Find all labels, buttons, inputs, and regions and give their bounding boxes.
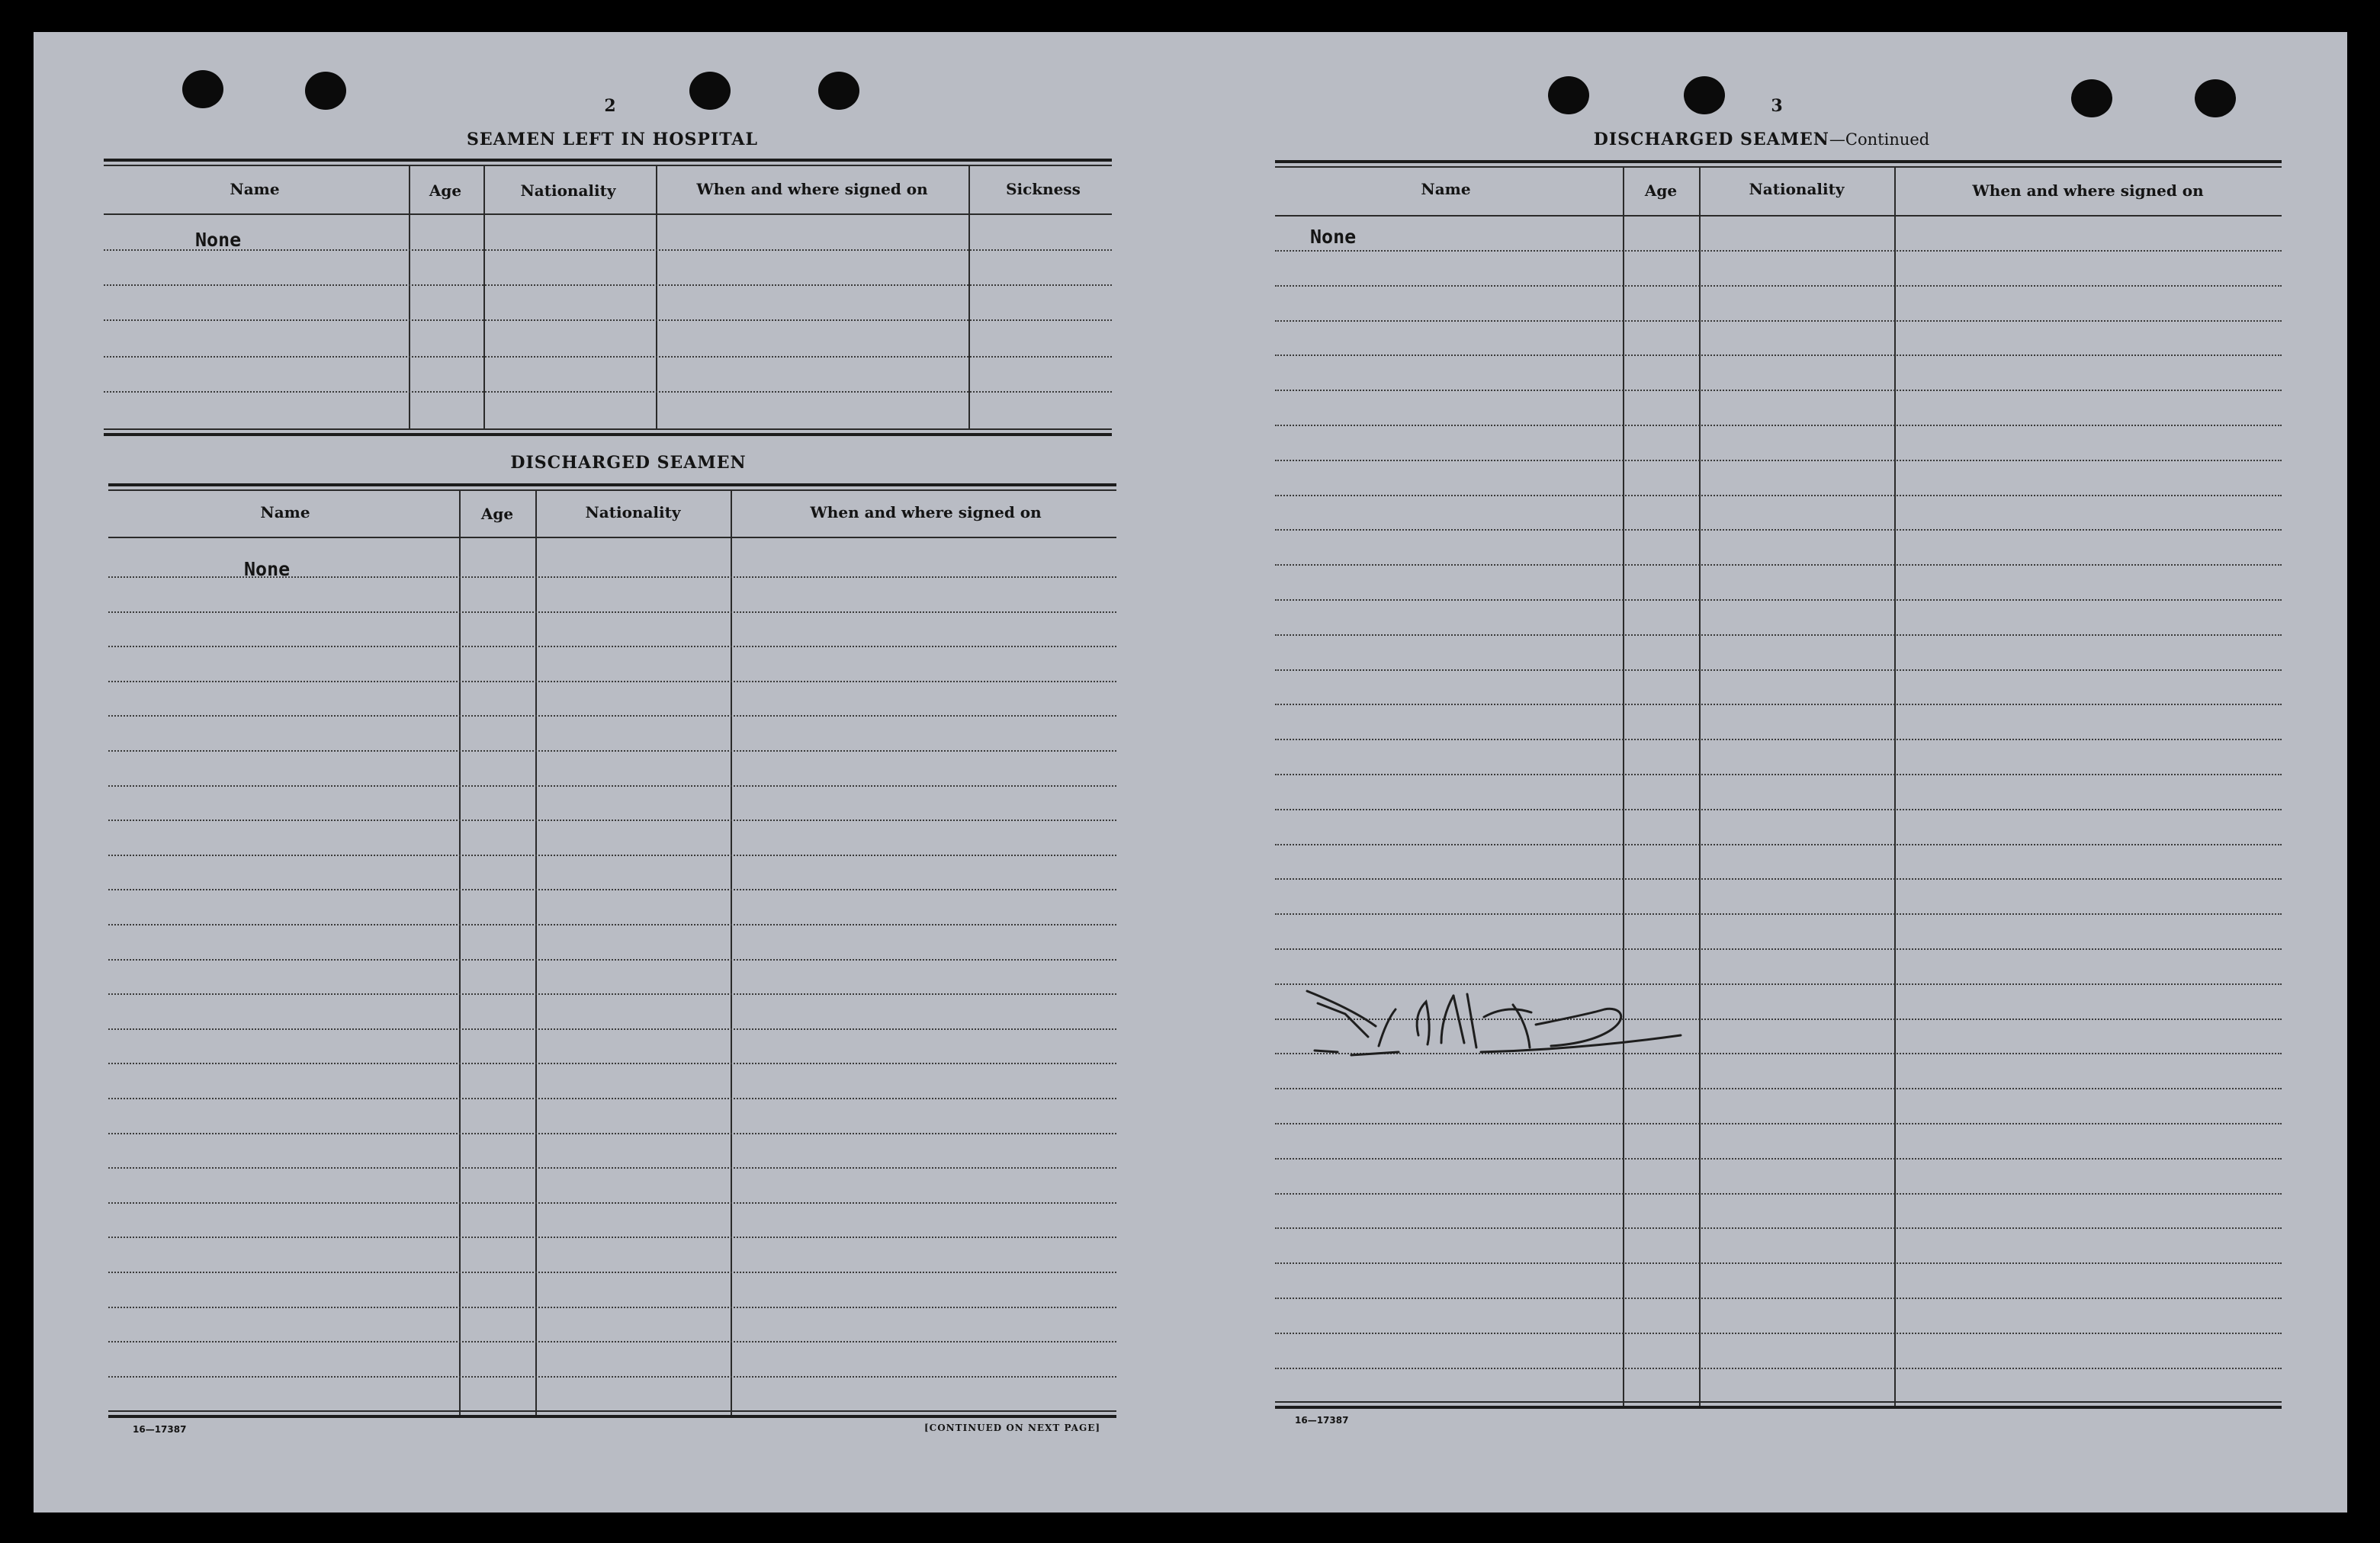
- discharged-section-title: DISCHARGED SEAMEN: [510, 453, 747, 473]
- discharged-col-nationality: Nationality: [585, 503, 681, 521]
- ruled-row-line: [108, 750, 1116, 752]
- ruled-row-line: [1275, 739, 2282, 740]
- ruled-row-line: [1275, 669, 2282, 671]
- ruled-row-line: [1275, 1298, 2282, 1299]
- punch-hole: [182, 70, 223, 108]
- ruled-row-line: [108, 646, 1116, 647]
- right-col-age: Age: [1644, 181, 1678, 200]
- ruled-row-line: [108, 715, 1116, 717]
- document-sheet: [34, 32, 2347, 1513]
- discharged-continued-title: [1594, 130, 1929, 149]
- hospital-table-top-rule: [104, 159, 1112, 162]
- ruled-row-line: [1275, 878, 2282, 880]
- ruled-row-line: [108, 855, 1116, 856]
- punch-hole: [1684, 76, 1725, 114]
- right-col-nationality: Nationality: [1749, 180, 1845, 198]
- hospital-col-when-where: When and where signed on: [696, 180, 928, 198]
- continued-note: [CONTINUED ON NEXT PAGE]: [924, 1423, 1101, 1433]
- ruled-row-line: [108, 785, 1116, 787]
- ruled-row-line: [108, 1376, 1116, 1378]
- ruled-row-line: [1275, 809, 2282, 810]
- ruled-row-line: [1275, 948, 2282, 950]
- discharged-table-bottom-rule: [108, 1415, 1116, 1418]
- page-number-right: 3: [1771, 96, 1783, 116]
- hospital-col-age: Age: [429, 181, 462, 200]
- ruled-row-line: [108, 1167, 1116, 1169]
- right-header-rule: [1275, 215, 2282, 217]
- punch-hole: [2195, 79, 2236, 117]
- ruled-row-line: [1275, 564, 2282, 566]
- right-col-name: Name: [1421, 180, 1471, 198]
- hospital-col-sickness: Sickness: [1006, 180, 1081, 198]
- ruled-row-line: [1275, 599, 2282, 601]
- discharged-header-rule: [108, 537, 1116, 538]
- right-table-bottom-rule: [1275, 1406, 2282, 1409]
- ruled-row-line: [1275, 495, 2282, 496]
- ruled-row-line: [1275, 913, 2282, 915]
- right-col-when-where: When and where signed on: [1972, 181, 2204, 200]
- ruled-row-line: [1275, 1333, 2282, 1334]
- ruled-row-line: [1275, 1088, 2282, 1089]
- ruled-row-line: [1275, 250, 2282, 252]
- hospital-header-rule: [104, 213, 1112, 215]
- right-entry-none: None: [1310, 226, 1357, 248]
- ruled-row-line: [108, 820, 1116, 821]
- ruled-row-line: [108, 611, 1116, 613]
- ruled-row-line: [108, 1133, 1116, 1134]
- ruled-row-line: [108, 681, 1116, 682]
- ruled-row-line: [1275, 354, 2282, 356]
- ruled-row-line: [108, 1202, 1116, 1204]
- ruled-row-line: [1275, 529, 2282, 531]
- ruled-row-line: [1275, 634, 2282, 636]
- discharged-table-top-rule: [108, 483, 1116, 486]
- form-number-left: 16—17387: [133, 1424, 187, 1435]
- ruled-row-line: [108, 1098, 1116, 1099]
- ruled-row-line: [108, 1307, 1116, 1308]
- ruled-row-line: [1275, 390, 2282, 391]
- form-number-right: 16—17387: [1295, 1415, 1349, 1426]
- ruled-row-line: [108, 924, 1116, 925]
- ruled-row-line: [108, 1341, 1116, 1343]
- ruled-row-line: [1275, 320, 2282, 322]
- ruled-row-line: [1275, 1193, 2282, 1195]
- ruled-row-line: [108, 1237, 1116, 1238]
- ruled-row-line: [1275, 460, 2282, 461]
- ruled-row-line: [108, 959, 1116, 961]
- punch-hole: [689, 72, 731, 110]
- ruled-row-line: [1275, 425, 2282, 426]
- hospital-col-nationality: Nationality: [520, 181, 616, 200]
- ruled-row-line: [1275, 1158, 2282, 1160]
- discharged-col-when-where: When and where signed on: [810, 503, 1042, 521]
- ruled-row-line: [108, 1272, 1116, 1273]
- hospital-section-title: SEAMEN LEFT IN HOSPITAL: [467, 130, 758, 149]
- ruled-row-line: [1275, 1368, 2282, 1369]
- hospital-col-name: Name: [230, 180, 280, 198]
- ruled-row-line: [1275, 285, 2282, 287]
- discharged-col-age: Age: [480, 505, 514, 523]
- ruled-row-line: [1275, 774, 2282, 775]
- ruled-row-line: [1275, 1123, 2282, 1124]
- discharged-col-name: Name: [260, 503, 310, 521]
- ruled-row-line: [108, 1028, 1116, 1030]
- ruled-row-line: [1275, 1262, 2282, 1264]
- page-number-left: 2: [604, 96, 616, 116]
- handwritten-signature: [1284, 986, 1696, 1063]
- ruled-row-line: [108, 889, 1116, 890]
- ruled-row-line: [108, 993, 1116, 995]
- discharged-entry-none: None: [244, 558, 291, 580]
- punch-hole: [818, 72, 859, 110]
- ruled-row-line: [108, 1063, 1116, 1064]
- ruled-row-line: [1275, 1227, 2282, 1229]
- right-table-top-rule: [1275, 160, 2282, 163]
- punch-hole: [305, 72, 346, 110]
- hospital-table-bottom-rule: [104, 433, 1112, 436]
- hospital-entry-none: None: [195, 229, 242, 251]
- ruled-row-line: [1275, 704, 2282, 705]
- punch-hole: [1548, 76, 1589, 114]
- discharged-continued-suffix: —Continued: [1829, 130, 1930, 149]
- punch-hole: [2071, 79, 2112, 117]
- discharged-continued-title-main: DISCHARGED SEAMEN: [1593, 130, 1829, 149]
- ruled-row-line: [1275, 844, 2282, 845]
- ruled-row-line: [1275, 983, 2282, 985]
